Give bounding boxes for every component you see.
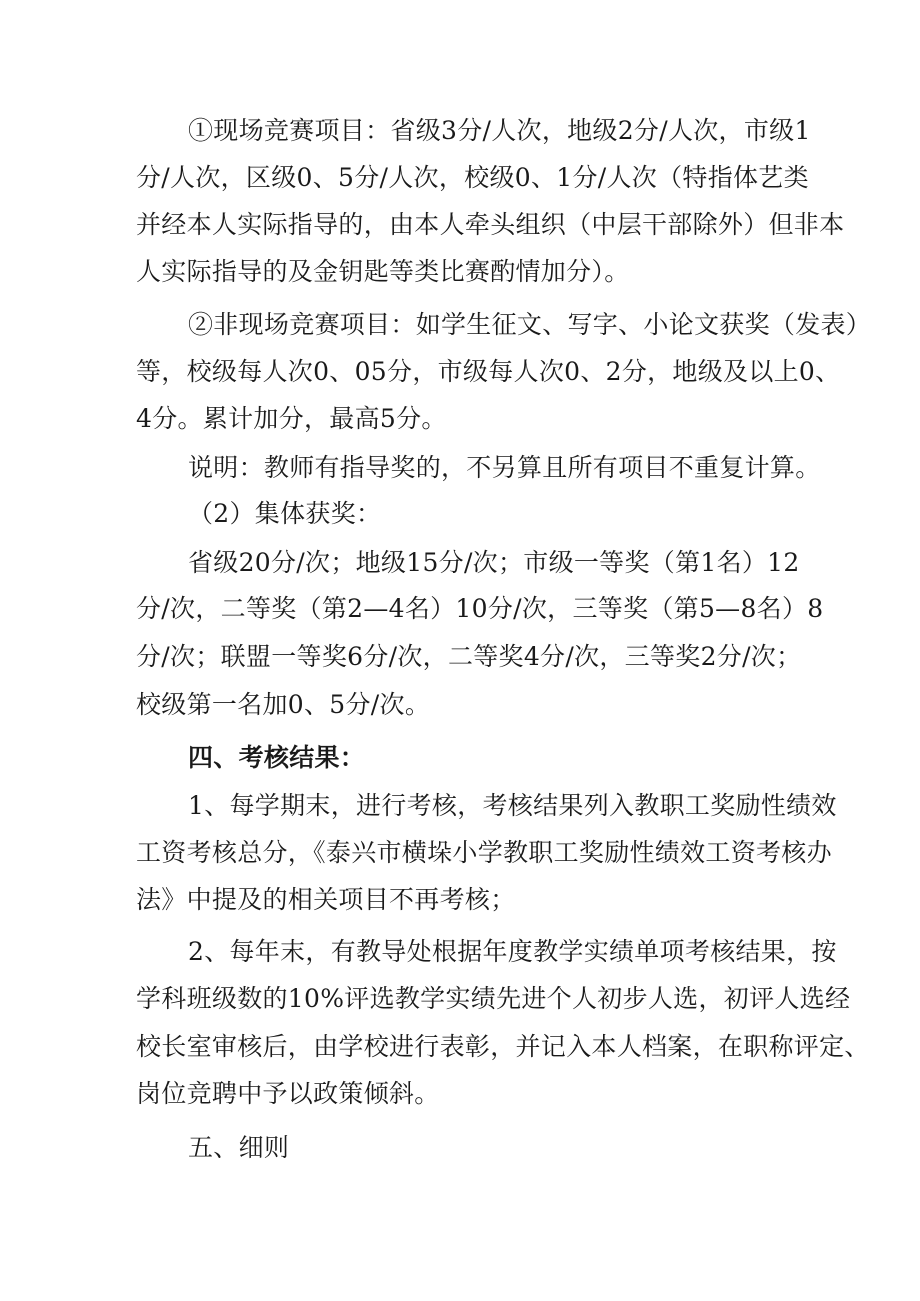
section-heading-4: 四、考核结果：	[188, 743, 366, 772]
paragraph-line-19: 学科班级数的10%评选教学实绩先进个人初步人选，初评人选经	[136, 984, 851, 1013]
paragraph-line-13: 校级第一名加0、5分/次。	[136, 690, 431, 719]
section-subheading: （2）集体获奖：	[188, 499, 382, 528]
paragraph-line-15: 1、每学期末，进行考核，考核结果列入教职工奖励性绩效	[188, 791, 837, 820]
paragraph-line-1: ①现场竞赛项目：省级3分/人次，地级2分/人次，市级1	[188, 116, 811, 145]
paragraph-line-7: 4分。累计加分，最高5分。	[136, 404, 447, 433]
paragraph-line-2: 分/人次，区级0、5分/人次，校级0、1分/人次（特指体艺类	[136, 163, 809, 192]
paragraph-line-6: 等，校级每人次0、05分，市级每人次0、2分，地级及以上0、	[136, 357, 841, 386]
paragraph-line-12: 分/次；联盟一等奖6分/次，二等奖4分/次，三等奖2分/次；	[136, 642, 802, 671]
paragraph-line-18: 2、每年末，有教导处根据年度教学实绩单项考核结果，按	[188, 937, 837, 966]
section-heading-5: 五、细则	[188, 1133, 290, 1162]
paragraph-line-16: 工资考核总分，《泰兴市横垛小学教职工奖励性绩效工资考核办	[136, 838, 832, 867]
paragraph-line-4: 人实际指导的及金钥匙等类比赛酌情加分）。	[136, 257, 630, 286]
paragraph-line-20: 校长室审核后，由学校进行表彰，并记入本人档案，在职称评定、	[136, 1032, 870, 1061]
note-line: 说明：教师有指导奖的，不另算且所有项目不重复计算。	[188, 453, 821, 482]
paragraph-line-17: 法》中提及的相关项目不再考核；	[136, 885, 516, 914]
paragraph-line-11: 分/次，二等奖（第2—4名）10分/次，三等奖（第5—8名）8	[136, 594, 824, 623]
paragraph-line-3: 并经本人实际指导的，由本人牵头组织（中层干部除外）但非本	[136, 210, 845, 239]
paragraph-line-5: ②非现场竞赛项目：如学生征文、写字、小论文获奖（发表）	[188, 310, 872, 339]
paragraph-line-10: 省级20分/次；地级15分/次；市级一等奖（第1名）12	[188, 548, 800, 577]
paragraph-line-21: 岗位竞聘中予以政策倾斜。	[136, 1079, 440, 1108]
